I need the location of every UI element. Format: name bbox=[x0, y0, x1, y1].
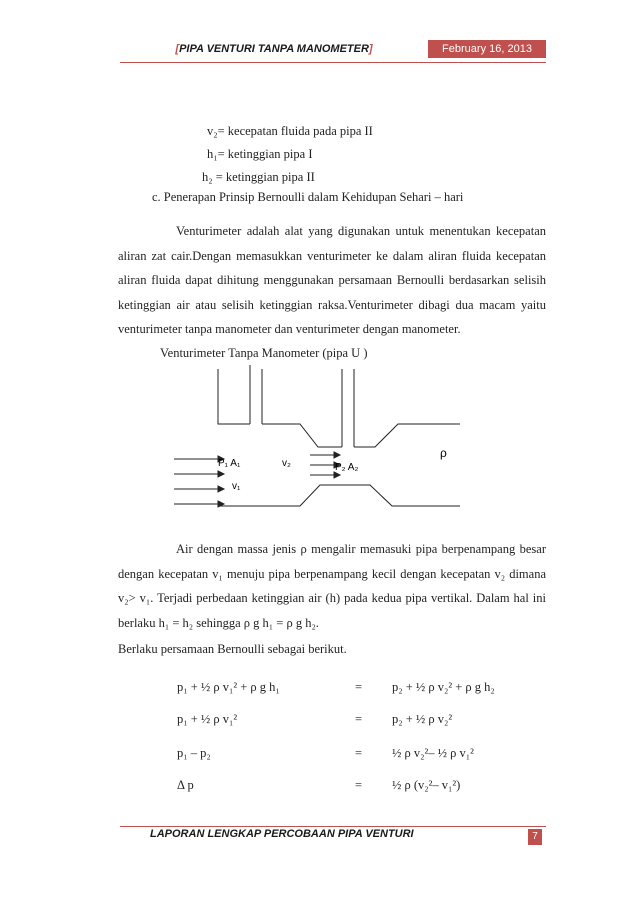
pipe-outline bbox=[160, 369, 460, 515]
header-rule bbox=[120, 62, 546, 63]
equation-2-lhs: p₁ + ½ ρ v₁² bbox=[177, 712, 238, 726]
label-v2: v₂ bbox=[282, 458, 291, 469]
footer-title: LAPORAN LENGKAP PERCOBAAN PIPA VENTURI bbox=[150, 828, 414, 840]
equation-3-eq: = bbox=[355, 746, 363, 760]
label-p1a1: P₁ A₁ bbox=[218, 458, 241, 469]
header-title bbox=[120, 40, 428, 64]
equation-4-rhs: ½ ρ (v₂²– v₁²) bbox=[392, 778, 461, 792]
equation-1-lhs: p₁ + ½ ρ v₁² + ρ g h₁ bbox=[177, 680, 280, 694]
label-v1: v₁ bbox=[232, 481, 241, 492]
page-number: 7 bbox=[528, 829, 542, 845]
equation-3-rhs: ½ ρ v₂²– ½ ρ v₁² bbox=[392, 746, 474, 760]
paragraph-venturimeter: Venturimeter adalah alat yang digunakan untuk menentukan kecepatan aliran zat cair.Dengan memasukkan venturimeter ke dalam aliran fluida kecepatan aliran fluida dapat dihitung menggunakan persamaan Bernoulli berdasarkan selisih ketinggian air atau selisih ketinggian raksa.Venturimeter dibagi dua macam yaitu venturimeter tanpa manometer dan venturimeter dengan manometer. bbox=[118, 224, 546, 336]
equation-4-eq: = bbox=[355, 778, 363, 792]
label-rho: ρ bbox=[440, 446, 447, 460]
header-date: February 16, 2013 bbox=[428, 40, 546, 58]
equation-1-rhs: p₂ + ½ ρ v₂² + ρ g h₂ bbox=[392, 680, 495, 694]
bracket-open: [ bbox=[175, 43, 180, 55]
definition-h2: h₂ = ketinggian pipa II bbox=[202, 170, 315, 184]
equations-intro: Berlaku persamaan Bernoulli sebagai berikut. bbox=[118, 642, 347, 656]
equation-4-lhs: Δ p bbox=[177, 778, 194, 792]
definition-h1: h₁= ketinggian pipa I bbox=[207, 147, 313, 161]
flow-arrows bbox=[174, 452, 340, 507]
header-title-text: PIPA VENTURI TANPA MANOMETER bbox=[179, 43, 369, 55]
footer-rule bbox=[120, 826, 546, 827]
venturi-diagram bbox=[160, 365, 470, 515]
page-header bbox=[120, 40, 546, 64]
equation-2-eq: = bbox=[355, 712, 363, 726]
equation-3-lhs: p₁ – p₂ bbox=[177, 746, 211, 760]
definition-v2: v₂= kecepatan fluida pada pipa II bbox=[207, 124, 373, 138]
bracket-close: ] bbox=[368, 43, 373, 55]
label-p2a2: P₂ A₂ bbox=[335, 462, 359, 473]
equation-1-eq: = bbox=[355, 680, 363, 694]
equation-2-rhs: p₂ + ½ ρ v₂² bbox=[392, 712, 453, 726]
paragraph-explanation: Air dengan massa jenis ρ mengalir memasuki pipa berpenampang besar dengan kecepatan v₁ menuju pipa berpenampang kecil dengan kecepatan v₂ dimana v₂> v₁. Terjadi perbedaan ketinggian air (h) pada kedua pipa vertikal. Dalam hal ini berlaku h₁ = h₂ sehingga ρ g h₁ = ρ g h₂. bbox=[118, 542, 546, 630]
section-heading: c. Penerapan Prinsip Bernoulli dalam Kehidupan Sehari – hari bbox=[152, 190, 464, 204]
figure-caption: Venturimeter Tanpa Manometer (pipa U ) bbox=[160, 346, 368, 360]
